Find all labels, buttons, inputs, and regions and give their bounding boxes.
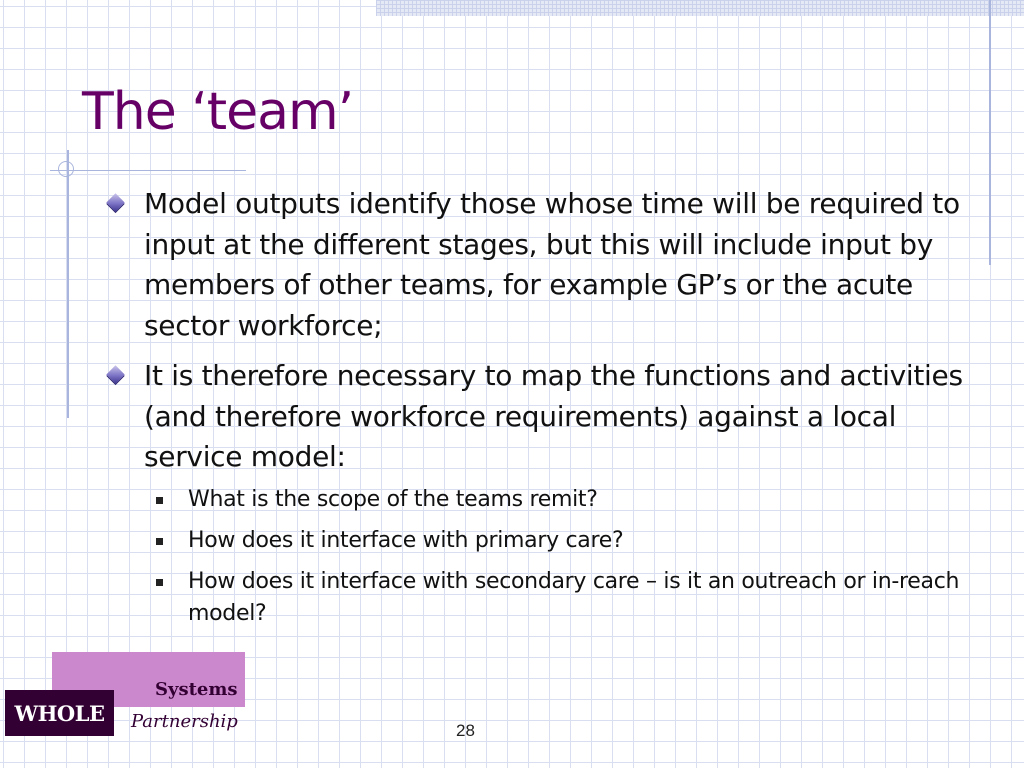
sub-bullet-item xyxy=(150,566,986,630)
bullet-text: Model outputs identify those whose time will be required to input at the different stages, but this will include input by members of other teams, for example GP’s or the acute sector workforce; xyxy=(144,187,960,342)
logo-whole-text: WHOLE xyxy=(5,690,114,736)
title-underline xyxy=(50,170,246,171)
left-decorative-line xyxy=(67,150,69,418)
slide-title: The ‘team’ xyxy=(82,82,354,142)
diamond-bullet-icon xyxy=(106,365,124,383)
sub-bullet-item xyxy=(150,484,986,516)
diamond-bullet-icon xyxy=(106,193,124,211)
sub-bullet-text: How does it interface with secondary care – is it an outreach or in-reach model? xyxy=(188,568,960,626)
sub-bullet-item xyxy=(150,525,986,557)
sub-bullet-text: How does it interface with primary care? xyxy=(188,527,624,553)
crosshair-circle-icon xyxy=(58,161,74,177)
bullet-text: It is therefore necessary to map the functions and activities (and therefore workforce requirements) against a local service model: xyxy=(144,359,963,473)
logo-systems-text: Systems xyxy=(155,679,238,700)
sub-bullet-text: What is the scope of the teams remit? xyxy=(188,486,598,512)
square-bullet-icon xyxy=(156,579,163,586)
square-bullet-icon xyxy=(156,538,163,545)
sub-bullet-list xyxy=(106,484,986,630)
slide-content xyxy=(106,184,986,639)
page-number: 28 xyxy=(456,721,475,740)
square-bullet-icon xyxy=(156,497,163,504)
logo-partnership-text: Partnership xyxy=(131,711,238,732)
bullet-item xyxy=(106,184,986,346)
bullet-item xyxy=(106,356,986,478)
right-decorative-line xyxy=(989,0,991,265)
top-decorative-band xyxy=(376,0,1024,16)
